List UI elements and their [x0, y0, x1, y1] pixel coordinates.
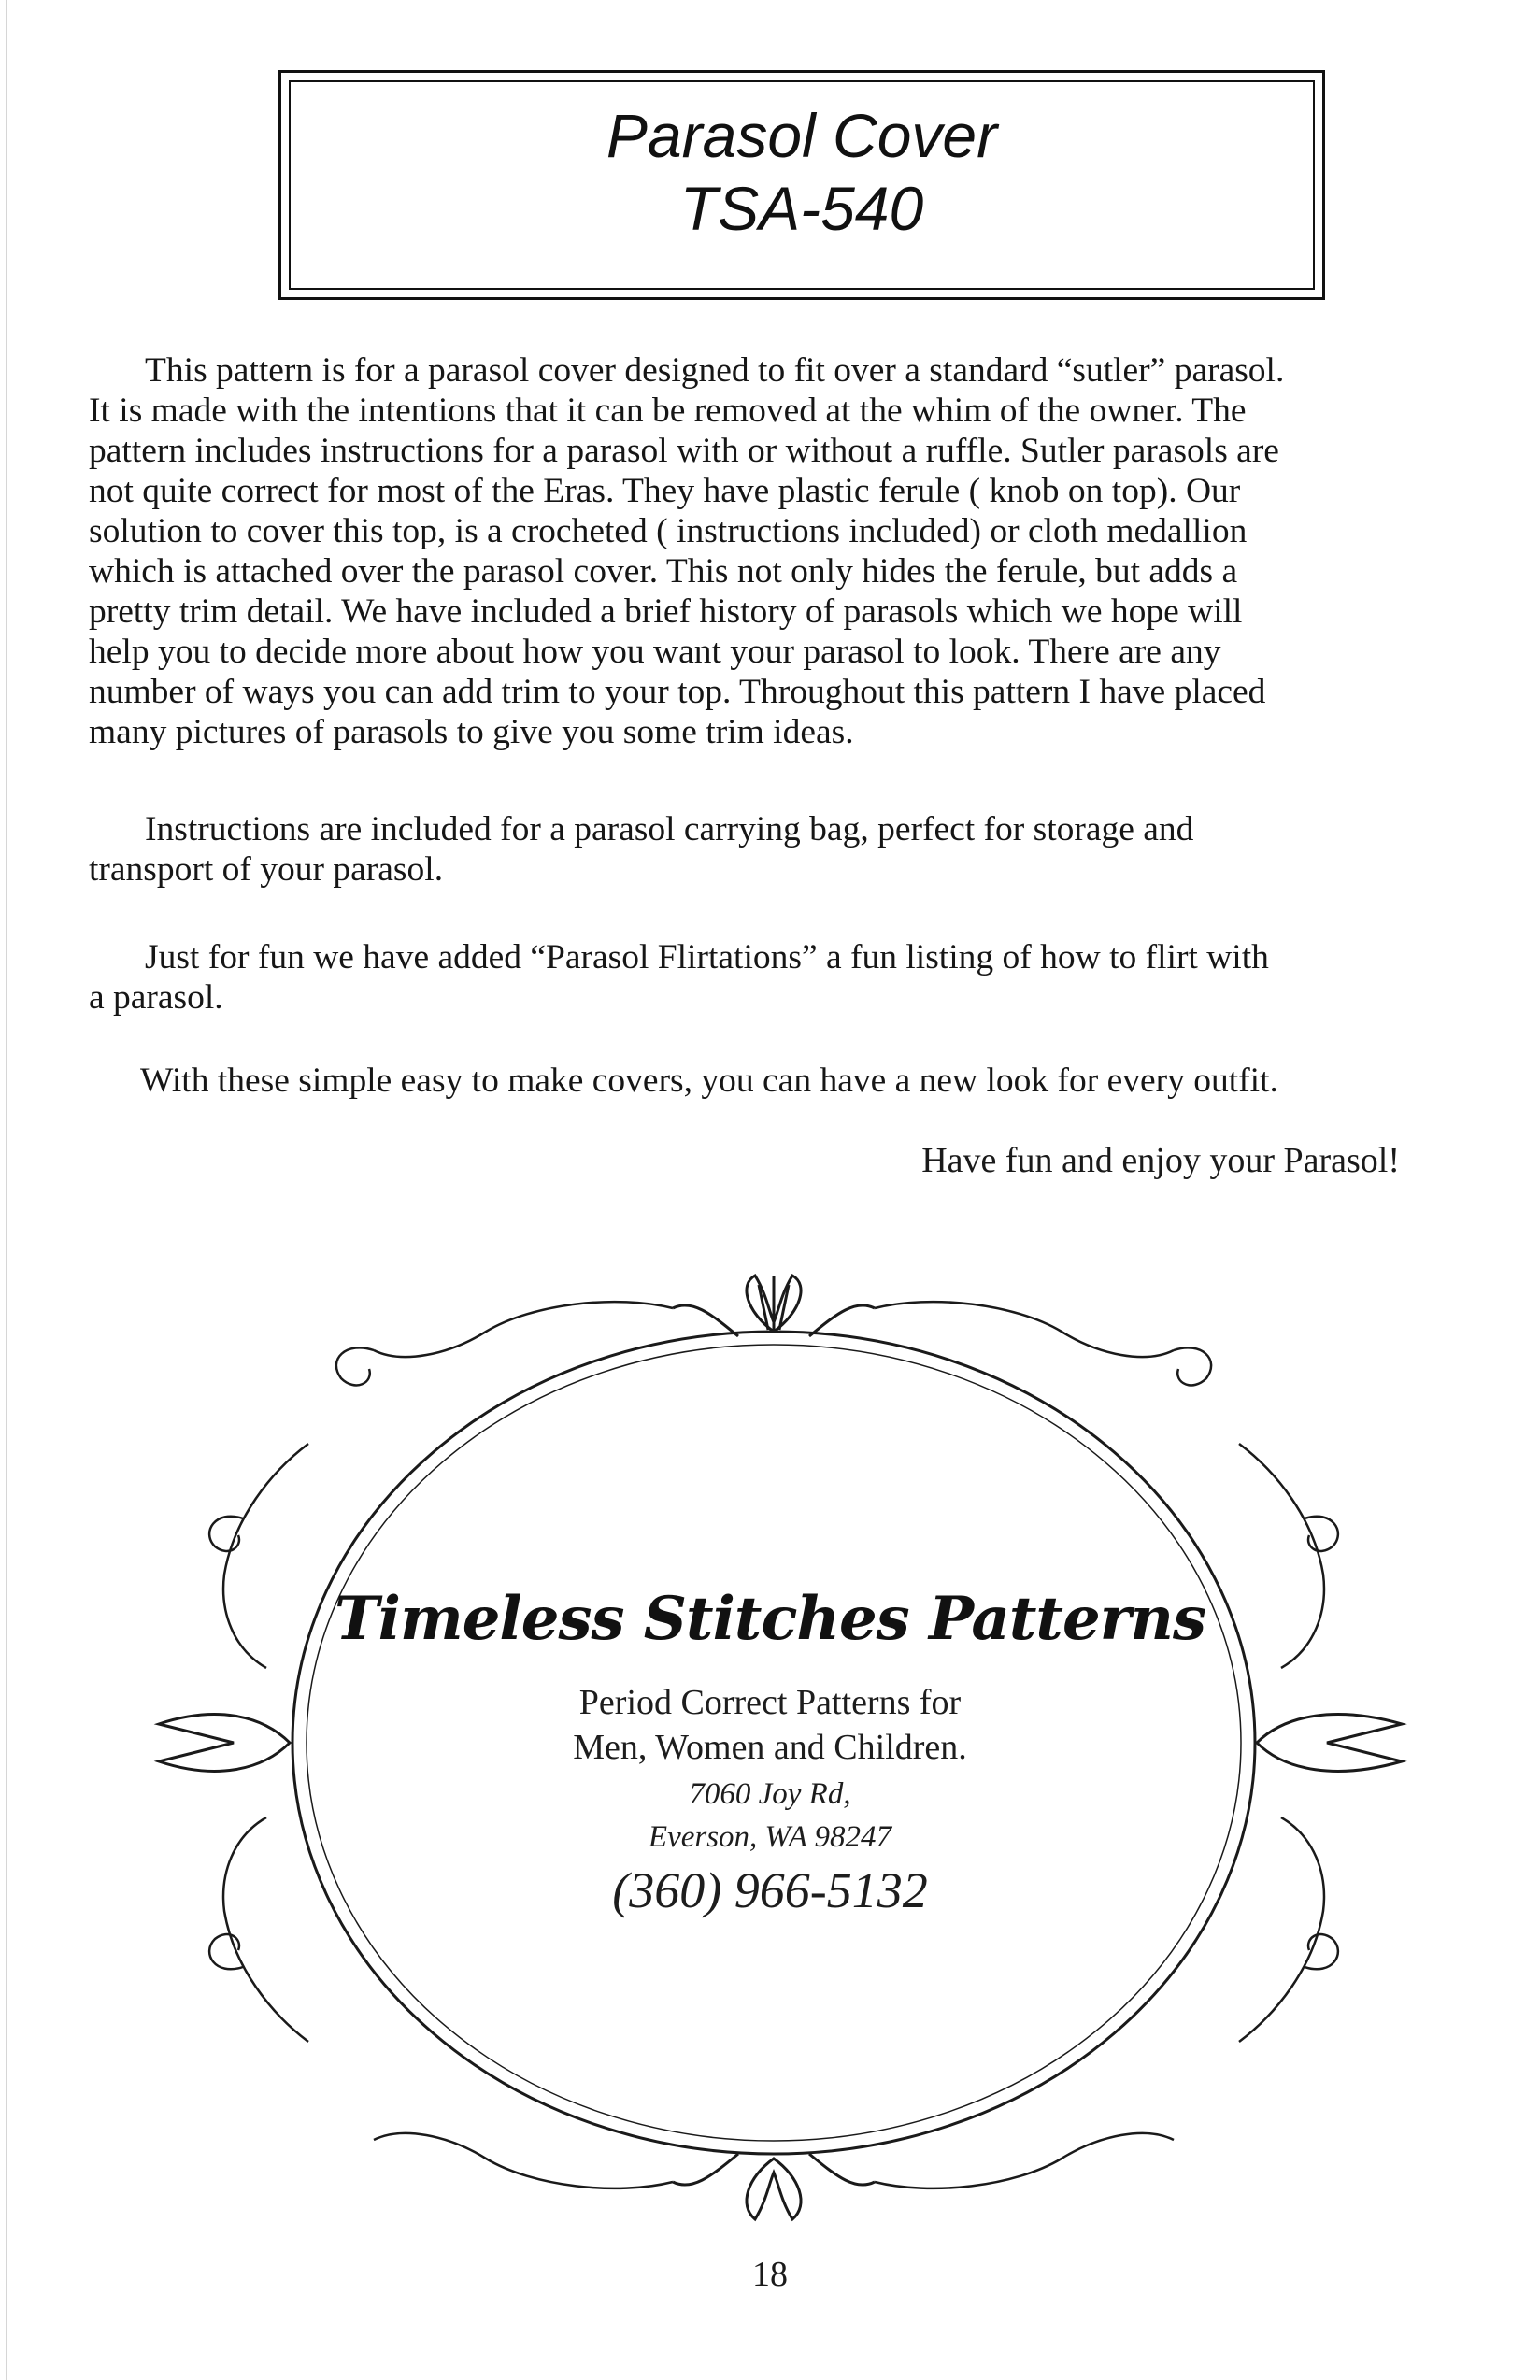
phone-number: (360) 966-5132	[612, 1862, 928, 1918]
city-address: Everson, WA 98247	[648, 1820, 892, 1854]
flirtations-paragraph	[89, 937, 1269, 1018]
tagline: Men, Women and Children.	[573, 1728, 967, 1767]
text-line: With these simple easy to make covers, you can have a new look for every outfit.	[140, 1062, 1278, 1100]
text-line: solution to cover this top, is a crocheted ( instructions included) or cloth medallion	[89, 512, 1248, 550]
text-line: help you to decide more about how you want your parasol to look. There are any	[89, 633, 1221, 671]
street-address: 7060 Joy Rd,	[689, 1777, 851, 1811]
text-line: It is made with the intentions that it can be removed at the whim of the owner. The	[89, 392, 1247, 430]
text-line: not quite correct for most of the Eras. They have plastic ferule ( knob on top). Our	[89, 472, 1241, 510]
bag-paragraph	[89, 809, 1193, 890]
text-line: pretty trim detail. We have included a brief history of parasols which we hope will	[89, 592, 1243, 631]
top-shell-icon	[673, 1276, 875, 1336]
text-line: many pictures of parasols to give you some trim ideas.	[89, 713, 854, 751]
text-line: Instructions are included for a parasol carrying bag, perfect for storage and	[145, 810, 1194, 848]
page-edge	[6, 0, 7, 2380]
page-number: 18	[752, 2255, 788, 2294]
tagline: Period Correct Patterns for	[578, 1683, 962, 1722]
text-line: which is attached over the parasol cover. This not only hides the ferule, but adds a	[89, 552, 1238, 591]
company-name: Timeless Stitches Patterns	[335, 1584, 1205, 1654]
text-line: Just for fun we have added “Parasol Flirtations” a fun listing of how to flirt with	[145, 938, 1269, 976]
text-line: a parasol.	[89, 978, 223, 1017]
text-line: transport of your parasol.	[89, 850, 444, 889]
pattern-number: TSA-540	[679, 174, 924, 243]
intro-paragraph	[89, 350, 1284, 752]
bottom-shell-icon	[673, 2154, 875, 2219]
page-title: Parasol Cover	[606, 101, 998, 170]
text-line: pattern includes instructions for a parasol with or without a ruffle. Sutler parasols are	[89, 432, 1279, 470]
text-line: number of ways you can add trim to your top. Throughout this pattern I have placed	[89, 673, 1266, 711]
covers-paragraph	[140, 1061, 1278, 1101]
text-line: This pattern is for a parasol cover designed to fit over a standard “sutler” parasol.	[145, 351, 1285, 390]
title-box	[278, 70, 1325, 300]
closing-line: Have fun and enjoy your Parasol!	[921, 1141, 1400, 1180]
